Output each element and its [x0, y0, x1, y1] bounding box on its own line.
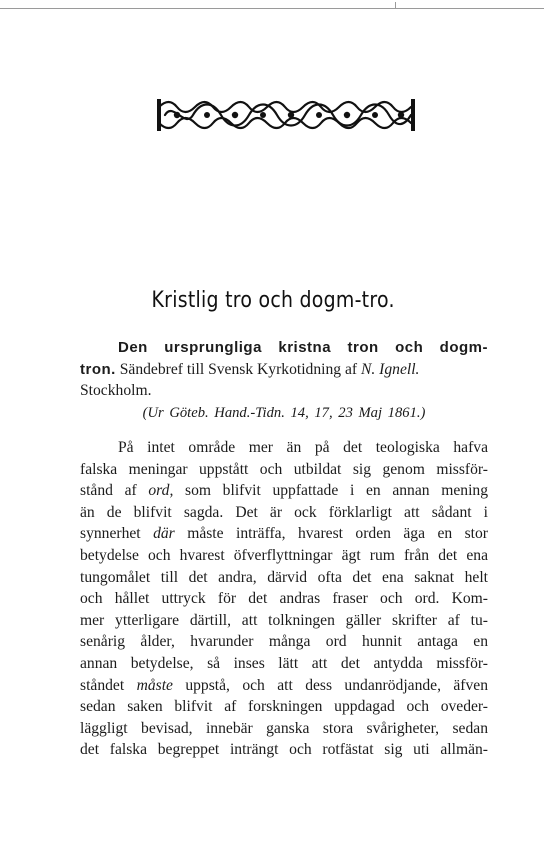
body-line: mer ytterligare därtill, att tolkningen gäller skrifter af tu- — [80, 611, 488, 629]
top-rule — [0, 8, 544, 9]
top-rule-tick — [395, 2, 396, 9]
intro-line-1 — [80, 337, 488, 359]
body-line: tungomålet till det andra, därvid ofta det ena saknat helt — [80, 568, 488, 586]
intro-block — [80, 337, 488, 402]
body-paragraph — [80, 437, 488, 761]
body-line: stånd af ord, som blifvit uppfattade i en annan mening — [80, 482, 488, 500]
body-line: ståndet måste uppstå, och att dess undanrödjande, äfven — [80, 676, 488, 694]
body-line: annan betydelse, så inses lätt att det antydda missför- — [80, 654, 488, 672]
intro-line-2 — [80, 359, 488, 381]
body-line: betydelse och hvarest öfverflyttningar ägt rum från det ena — [80, 546, 488, 564]
book-title-part-2: tron. — [80, 360, 116, 378]
body-line: läggligt bevisad, innebär ganska stora svårigheter, sedan — [80, 719, 488, 737]
intro-line-3: Stockholm. — [80, 382, 152, 400]
body-line: falska meningar uppstått och utbildat sig genom missför- — [80, 460, 488, 478]
body-line: synnerhet där måste inträffa, hvarest orden äga en stor — [80, 525, 488, 543]
author-name: N. Ignell. — [360, 360, 420, 378]
source-citation: (Ur Göteb. Hand.-Tidn. 14, 17, 23 Maj 1861.) — [142, 405, 426, 421]
emphasis: där — [153, 525, 175, 543]
body-line: det falska begreppet inträngt och rotfästat sig uti allmän- — [80, 741, 488, 759]
intro-description: Sändebref till Svensk Kyrkotidning af — [115, 360, 361, 378]
page-title: Kristlig tro och dogm-tro. — [151, 288, 395, 313]
emphasis: måste — [136, 676, 173, 694]
book-title-part-1: Den ursprungliga kristna tron och dogm- — [118, 339, 488, 356]
body-line: senårig ålder, hvarunder många ord hunnit antaga en — [80, 633, 488, 651]
body-line: och hållet uttryck för det andras fraser och ord. Kom- — [80, 590, 488, 608]
decorative-ornament-band — [155, 95, 417, 135]
body-line: än de blifvit sagda. Det är ock förklarligt att sådant i — [80, 503, 488, 521]
body-line: sedan saken blifvit af forskningen uppdagad och oveder- — [80, 698, 488, 716]
body-line: På intet område mer än på det teologiska hafva — [118, 439, 488, 456]
emphasis: ord, — [148, 482, 174, 500]
